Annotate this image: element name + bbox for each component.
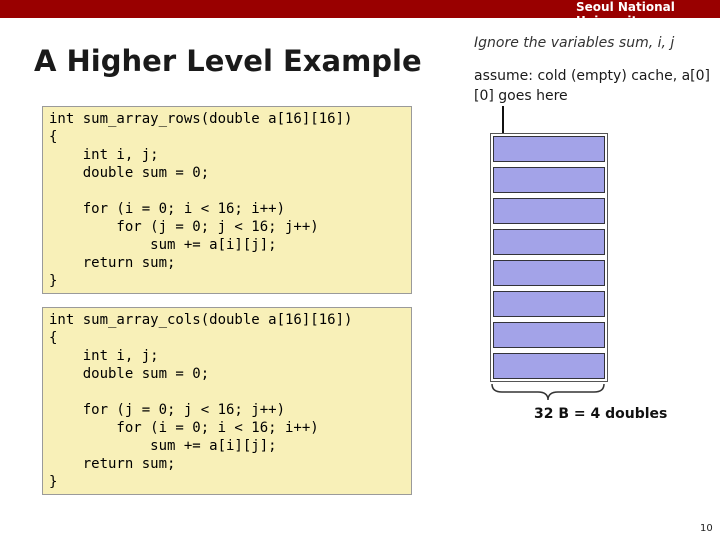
cache-line: [493, 353, 605, 379]
cache-line: [493, 229, 605, 255]
cache-line: [493, 198, 605, 224]
header-bar: [0, 0, 720, 28]
code-sum-array-rows: int sum_array_rows(double a[16][16]) { int i, j; double sum = 0; for (i = 0; i < 16; i++) for (j = 0; j < 16; j++) sum += a[i][j]; return sum; }: [49, 111, 353, 289]
slide-title: A Higher Level Example: [34, 44, 422, 78]
code-box-rows: [42, 106, 412, 294]
brace-icon: [490, 382, 606, 404]
cache-line-size-label: 32 B = 4 doubles: [534, 406, 668, 422]
note-cold-cache: assume: cold (empty) cache, a[0][0] goes here: [474, 68, 711, 104]
cache-line: [493, 136, 605, 162]
cache-line: [493, 167, 605, 193]
note-ignore-variables: Ignore the variables sum, i, j: [474, 35, 675, 51]
cache-line: [493, 322, 605, 348]
code-box-cols: [42, 307, 412, 495]
org-name: Seoul National University: [576, 0, 675, 28]
page-number: 10: [700, 523, 713, 534]
cache-line: [493, 260, 605, 286]
cache-line: [493, 291, 605, 317]
code-sum-array-cols: int sum_array_cols(double a[16][16]) { int i, j; double sum = 0; for (j = 0; j < 16; j++) for (i = 0; i < 16; i++) sum += a[i][j]; return sum; }: [49, 312, 353, 490]
cache-lines-column: [490, 133, 608, 382]
